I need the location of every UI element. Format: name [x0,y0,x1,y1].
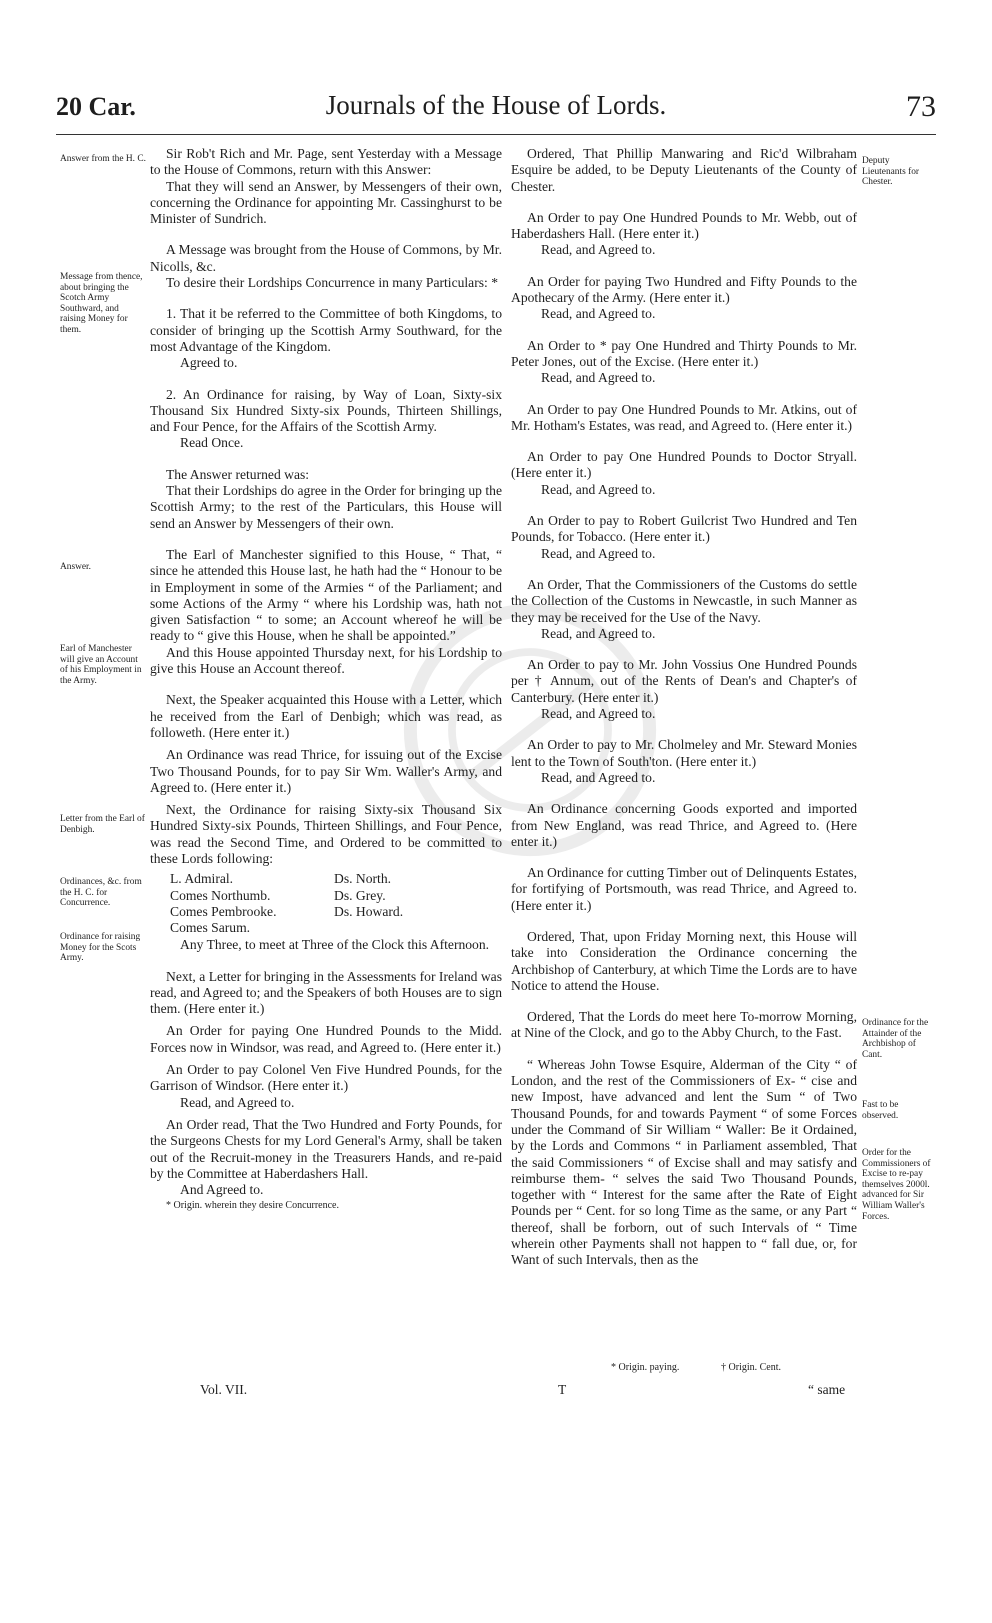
lord-name: Ds. Howard. [334,903,404,919]
right-column [511,146,857,1269]
running-header [56,92,936,132]
paragraph: An Order to pay One Hundred Pounds to Mr. Webb, out of Haberdashers Hall. (Here enter it.) [511,209,857,242]
paragraph: An Order to * pay One Hundred and Thirty Pounds to Mr. Peter Jones, out of the Excise. (Here enter it.) [511,337,857,369]
paragraph: A Message was brought from the House of Commons, by Mr. Nicolls, &c. [150,242,502,274]
paragraph: An Order to pay One Hundred Pounds to Doctor Stryall. (Here enter it.) [511,449,857,481]
paragraph: “ Whereas John Towse Esquire, Alderman of the City “ of London, and the rest of the Commissioners of Ex- “ cise and new Impost, have advanced and lent the Sum “ of Two Thousand Pounds, for and towards Payment “ of some Forces under the Command of Sir William “ Waller: Be it Ordained, by the Lords and Commons “ in Parliament assembled, That the said Commissioners “ of Excise shall and may satisfy and reimburse them- “ selves the said Two Thousand Pounds, together with “ Interest for the same after the Rate of Eight Pounds per “ Cent. for so long Time as the same, or any Part “ thereof, shall be forborn, out of such Intervals of “ Time wherein other Payments shall not happen to “ fall due, or, for Want of such Intervals, then as the [511,1056,857,1268]
paragraph: Next, a Letter for bringing in the Assessments for Ireland was read, and Agreed to; and the Speakers of both Houses are to sign them. (Here enter it.) [150,968,502,1017]
paragraph: An Order, That the Commissioners of the Customs do settle the Collection of the Customs in Newcastle, in such Manner as they may be received for the Use of the Navy. [511,576,857,625]
paragraph: And this House appointed Thursday next, for his Lordship to give this House an Account thereof. [150,644,502,677]
paragraph: An Order for paying One Hundred Pounds to the Midd. Forces now in Windsor, was read, and Agreed to. (Here enter it.) [150,1023,502,1055]
paragraph: An Order to pay to Robert Guilcrist Two Hundred and Ten Pounds, for Tobacco. (Here enter it.) [511,513,857,545]
margin-note: Order for the Commissioners of Excise to re-pay themselves 2000l. advanced for Sir William Waller's Forces. [862,1148,931,1222]
volume-label: Vol. VII. [200,1382,248,1397]
paragraph: Read, and Agreed to. [541,706,656,722]
margin-note: Deputy Lieutenants for Chester. [862,156,920,188]
paragraph: Ordered, That Phillip Manwaring and Ric'd Wilbraham Esquire be added, to be Deputy Lieutenants of the County of Chester. [511,146,857,194]
paragraph: To desire their Lordships Concurrence in many Particulars: * [166,275,499,291]
catchword: “ same [808,1382,846,1397]
lord-name: Ds. North. [334,871,392,887]
paragraph: Read, and Agreed to. [541,625,656,641]
paragraph: Ordered, That, upon Friday Morning next, this House will take into Consideration the Ordinance concerning the Archbishop of Canterbury, at which Time the Lords are to have Notice to attend the House. [511,928,857,993]
margin-note: Ordinances, &c. from the H. C. for Concurrence. [60,877,142,909]
regnal-year: 20 Car. [56,92,136,121]
paragraph: Read Once. [180,435,244,451]
paragraph: Read, and Agreed to. [541,769,656,785]
paragraph: An Order to pay to Mr. Cholmeley and Mr. Steward Monies lent to the Town of South'ton. (Here enter it.) [511,737,857,769]
paragraph: Next, the Speaker acquainted this House with a Letter, which he received from the Earl of Denbigh; which was read, as followeth. (Here enter it.) [150,692,502,740]
paragraph: An Ordinance for cutting Timber out of Delinquents Estates, for fortifying of Portsmouth, was read Thrice, and Agreed to. (Here enter it.) [511,865,857,913]
paragraph: That they will send an Answer, by Messengers of their own, concerning the Ordinance for appointing Mr. Cassinghurst to be Minister of Sundrich. [150,178,502,227]
paragraph: An Order to pay One Hundred Pounds to Mr. Atkins, out of Mr. Hotham's Estates, was read, and Agreed to. (Here enter it.) [511,401,857,433]
margin-note: Letter from the Earl of Denbigh. [60,814,145,835]
paragraph: An Order to pay Colonel Ven Five Hundred Pounds, for the Garrison of Windsor. (Here enter it.) [150,1062,502,1094]
paragraph: Read, and Agreed to. [541,370,656,386]
paragraph: Ordered, That the Lords do meet here To-morrow Morning, at Nine of the Clock, and go to the Abby Church, to the Fast. [511,1009,857,1041]
committee-lords [150,871,502,936]
margin-note: Ordinance for the Attainder of the Archbishop of Cant. [862,1018,929,1060]
margin-note: Ordinance for raising Money for the Scots Army. [60,932,141,964]
journal-title: Journals of the House of Lords. [325,90,667,120]
paragraph: Sir Rob't Rich and Mr. Page, sent Yesterday with a Message to the House of Commons, return with this Answer: [150,146,502,178]
paragraph: An Order for paying Two Hundred and Fifty Pounds to the Apothecary of the Army. (Here enter it.) [511,273,857,306]
header-rule [56,134,936,135]
paragraph: Agreed to. [180,355,238,371]
paragraph: The Answer returned was: [166,466,310,482]
paragraph: The Earl of Manchester signified to this House, “ That, “ since he attended this House last, he hath had the “ Honour to be in Employment in some of the Armies “ of the Parliament; and some Actions of the Army “ where his Lordship was, hath not given Satisfaction “ to some; an Account whereof he will be ready to “ give this House, when he shall be appointed.” [150,546,502,644]
page-number: 73 [906,90,936,123]
paragraph: An Ordinance concerning Goods exported and imported from New England, was read Thrice, and Agreed to. (Here enter it.) [511,801,857,849]
margin-note: Message from thence, about bringing the Scotch Army Southward, and raising Money for them. [60,272,143,335]
footnote: * Origin. paying. [611,1362,680,1373]
paragraph: Read, and Agreed to. [541,306,656,322]
lord-name: Comes Northumb. [170,887,271,903]
paragraph: Read, and Agreed to. [541,545,656,561]
paragraph: An Ordinance was read Thrice, for issuing out of the Excise Two Thousand Pounds, for to pay Sir Wm. Waller's Army, and Agreed to. (Here enter it.) [150,747,502,795]
signature-mark: T [558,1382,567,1397]
paragraph: An Order read, That the Two Hundred and Forty Pounds, for the Surgeons Chests for my Lord General's Army, shall be taken out of the Recruit-money in the Treasurers Hands, and re-paid by the Committee at Haberdashers Hall. [150,1116,502,1181]
lord-name: Comes Pembrooke. [170,903,277,919]
paragraph: An Order to pay to Mr. John Vossius One Hundred Pounds per † Annum, out of the Rents of Dean's and Chapter's of Canterbury. (Here enter it.) [511,657,857,705]
margin-note: Fast to be observed. [862,1100,899,1121]
footnote: † Origin. Cent. [721,1362,781,1373]
footnote: * Origin. wherein they desire Concurrence. [166,1200,339,1212]
paragraph: 2. An Ordinance for raising, by Way of Loan, Sixty-six Thousand Six Hundred Sixty-six Pounds, Thirteen Shillings, and Four Pence, for the Affairs of the Scottish Army. [150,386,502,435]
lord-name: Ds. Grey. [334,887,386,903]
paragraph: Read, and Agreed to. [541,481,656,497]
margin-note: Earl of Manchester will give an Account of his Employment in the Army. [60,644,142,686]
margin-note: Answer. [60,562,91,572]
paragraph: That their Lordships do agree in the Order for bringing up the Scottish Army; to the rest of the Particulars, this House will send an Answer by Messengers of their own. [150,483,502,531]
quorum-note: Any Three, to meet at Three of the Clock this Afternoon. [180,937,490,953]
paragraph: 1. That it be referred to the Committee of both Kingdoms, to consider of bringing up the Scottish Army Southward, for the most Advantage of the Kingdom. [150,306,502,354]
margin-note: Answer from the H. C. [60,154,146,164]
paragraph: Next, the Ordinance for raising Sixty-six Thousand Six Hundred Sixty-six Pounds, Thirteen Shillings, and Four Pence, was read the Second Time, and Ordered to be committed to these Lords following: [150,802,502,866]
left-column [150,146,502,1215]
paragraph: Read, and Agreed to. [541,242,656,258]
paragraph: Read, and Agreed to. [180,1094,295,1110]
lord-name: Comes Sarum. [170,920,251,936]
lord-name: L. Admiral. [170,871,234,887]
paragraph: And Agreed to. [180,1182,264,1198]
